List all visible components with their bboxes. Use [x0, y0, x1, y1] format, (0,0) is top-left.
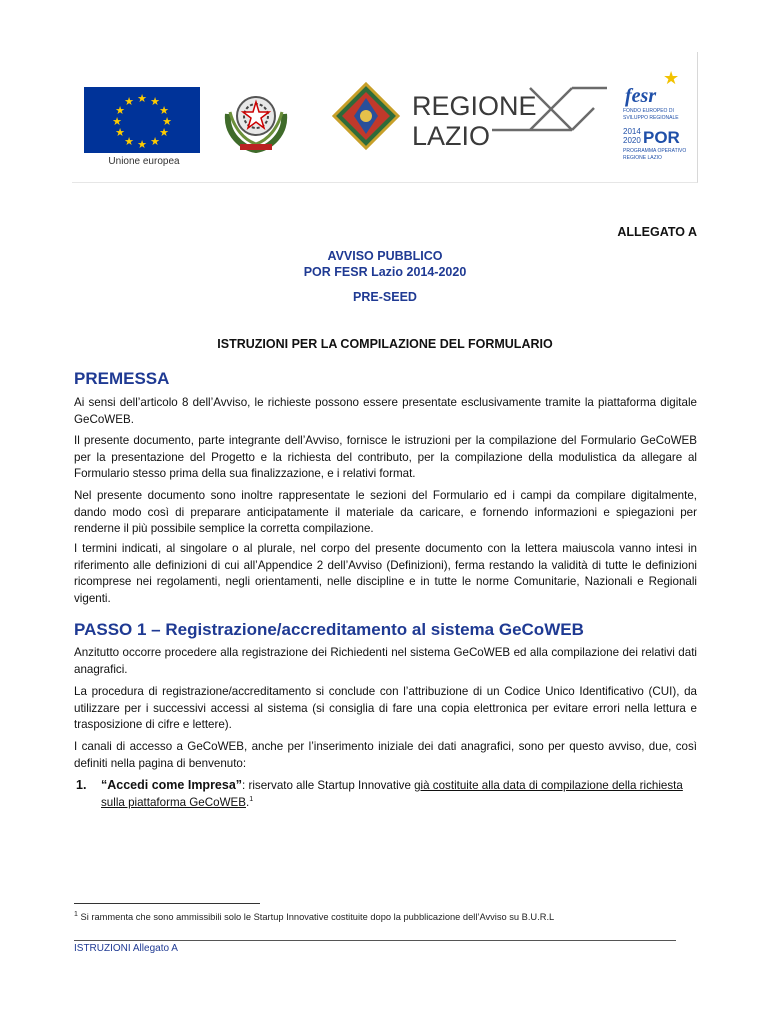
premessa-paragraph-3: Nel presente documento sono inoltre rappresentate le sezioni del Formulario ed i campi da compilare digitalmente, dando modo così di preparare anticipatamente il materiale da caricare, e fornendo informazioni e spiegazioni per renderne il più possibile semplice la corretta compilazione.: [74, 489, 697, 536]
fesr-por-logo: [617, 64, 695, 174]
svg-text:★: ★: [159, 126, 169, 139]
regione-text: REGIONE: [412, 91, 537, 121]
footnote: [74, 912, 554, 922]
page-footer: ISTRUZIONI Allegato A: [74, 943, 178, 954]
svg-text:★: ★: [663, 68, 680, 89]
lazio-text: LAZIO: [412, 121, 491, 151]
svg-text:★: ★: [162, 115, 172, 128]
eu-caption: Unione europea: [108, 156, 180, 167]
svg-text:★: ★: [124, 95, 134, 108]
avviso-title: AVVISO PUBBLICO: [327, 249, 443, 263]
svg-text:★: ★: [137, 92, 147, 105]
list-item-body: [101, 777, 697, 811]
por-year-end: 2020: [623, 136, 641, 145]
svg-text:★: ★: [150, 135, 160, 148]
fesr-sub2: SVILUPPO REGIONALE: [623, 115, 679, 121]
passo1-paragraph-3: I canali di accesso a GeCoWEB, anche per l’inserimento iniziale dei dati anagrafici, sono per questo avviso, due, così definiti nella pagina di benvenuto:: [74, 740, 697, 770]
svg-text:★: ★: [150, 95, 160, 108]
footnote-reference[interactable]: 1: [249, 795, 254, 803]
por-sub1: PROGRAMMA OPERATIVO: [623, 148, 687, 154]
por-sub2: REGIONE LAZIO: [623, 155, 662, 161]
svg-text:★: ★: [115, 104, 125, 117]
svg-text:★: ★: [137, 138, 147, 151]
por-year-start: 2014: [623, 127, 641, 136]
accedi-impresa-label: “Accedi come Impresa”: [101, 778, 243, 792]
footnote-number: 1: [74, 910, 78, 918]
footer-divider: [74, 940, 676, 941]
passo1-paragraph-1: Anzitutto occorre procedere alla registrazione dei Richiedenti nel sistema GeCoWEB ed alla compilazione dei relativi dati anagrafici.: [74, 646, 697, 676]
list-item-text: : riservato alle Startup Innovative: [242, 779, 415, 792]
preseed-title: PRE-SEED: [353, 290, 417, 304]
istruzioni-title: ISTRUZIONI PER LA COMPILAZIONE DEL FORMULARIO: [217, 337, 553, 351]
list-item-end: .: [245, 795, 250, 809]
footnote-divider: [74, 903, 260, 904]
fesr-word: fesr: [625, 85, 657, 107]
premessa-paragraph-2: Il presente documento, parte integrante dell’Avviso, fornisce le istruzioni per la compilazione del Formulario GeCoWEB per la presentazione del Progetto e la richiesta del contributo, per la compilazione della modulistica da allegare al Formulario stesso prima della sua finalizzazione, e i relativi format.: [74, 434, 697, 481]
logo-header: [72, 52, 698, 183]
svg-text:★: ★: [115, 126, 125, 139]
eu-flag-logo: [84, 87, 200, 153]
regione-lazio-logo: [332, 82, 612, 152]
premessa-paragraph-1: Ai sensi dell’articolo 8 dell’Avviso, le richieste possono essere presentate esclusivamente tramite la piattaforma digitale GeCoWEB.: [74, 396, 697, 426]
premessa-heading: PREMESSA: [74, 369, 170, 388]
footnote-text: Si rammenta che sono ammissibili solo le Startup Innovative costituite dopo la pubblicazione dell’Avviso su B.U.R.L: [80, 912, 555, 922]
italian-republic-emblem: [222, 84, 290, 154]
passo1-paragraph-2: La procedura di registrazione/accreditamento si conclude con l’attribuzione di un Codice Unico Identificativo (CUI), da utilizzare per i successivi accessi al sistema (si consiglia di fare una copia elettronica per evitare errori nella lettura e trasposizione di cifre e lettere).: [74, 685, 697, 732]
passo1-heading: PASSO 1 – Registrazione/accreditamento al sistema GeCoWEB: [74, 620, 584, 639]
svg-text:★: ★: [112, 115, 122, 128]
premessa-paragraph-4: I termini indicati, al singolare o al plurale, nel corpo del presente documento con la lettera maiuscola vanno intesi in riferimento alle definizioni di cui all’Appendice 2 dell’Avviso (Definizioni), ferma restando la validità di tutte le definizioni ricomprese nei regolamenti, negli orientamenti, nelle discipline e in tutte le norme Comunitarie, Nazionali e Regionali vigenti.: [74, 542, 697, 605]
fesr-sub1: FONDO EUROPEO DI: [623, 108, 674, 114]
por-title: POR FESR Lazio 2014-2020: [303, 265, 467, 279]
por-word: POR: [643, 128, 680, 147]
allegato-label: ALLEGATO A: [617, 225, 697, 239]
list-item-number: 1.: [76, 778, 87, 792]
list-item-underlined: già costituite alla data di compilazione della richiesta sulla piattaforma GeCoWEB: [101, 779, 683, 809]
svg-text:★: ★: [159, 104, 169, 117]
svg-text:★: ★: [124, 135, 134, 148]
